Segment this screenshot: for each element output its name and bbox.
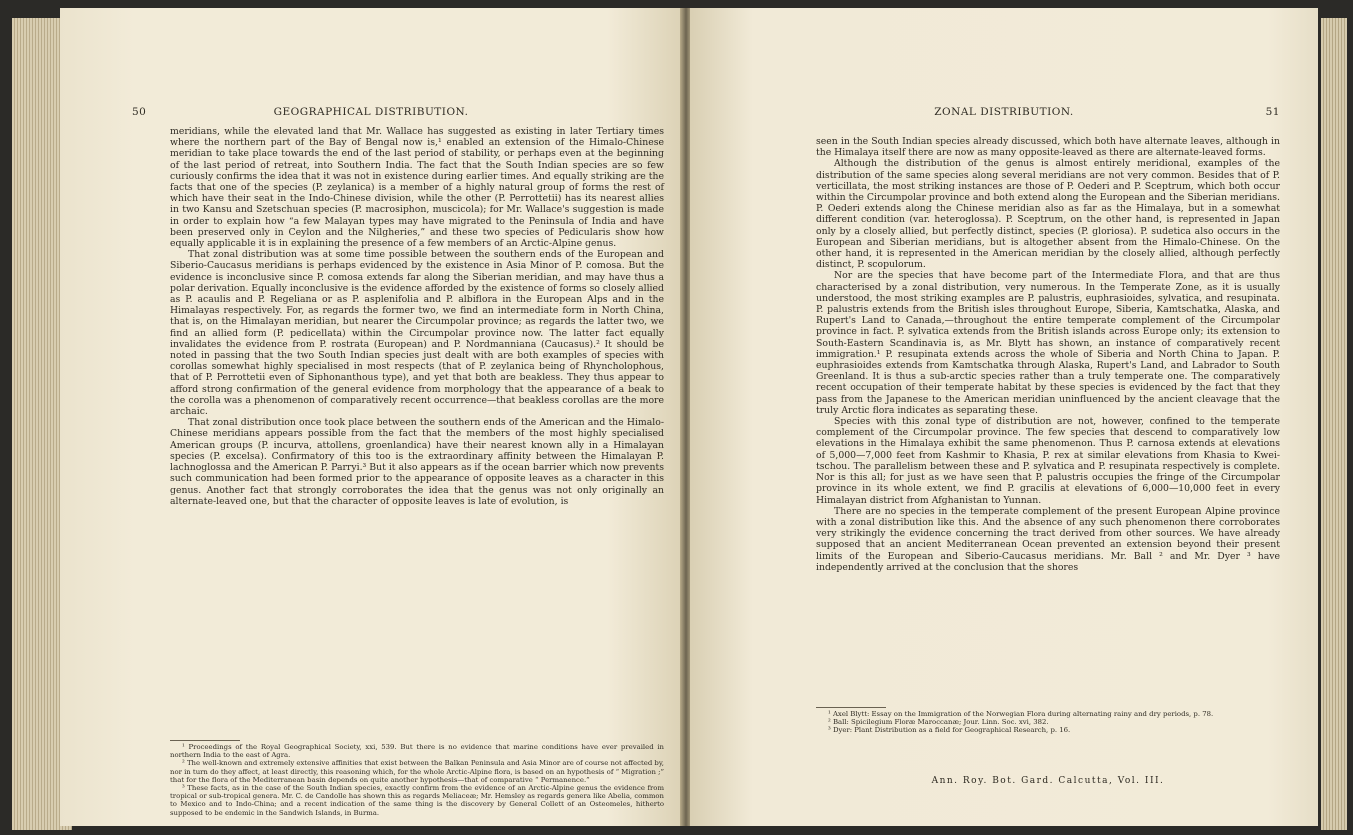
right-page-edges	[1321, 18, 1347, 830]
right-paragraph: Nor are the species that have become part of the Intermediate Flora, and that are thus characterised by a zonal distribution, very numerous. In the Temperate Zone, as it is usually understood, the most striking examples are P. palustris, euphrasioides, sylvatica, and resupinata. P. palustris extends from the British isles throughout Europe, Siberia, Kamtschatka, Alaska, and Rupert's Land to Canada,—throughout the entire temperate complement of the Circumpolar province in fact. P. sylvatica extends from the British islands across Europe only; its extension to South-Eastern Scandinavia is, as Mr. Blytt has shown, an instance of comparatively recent immigration.¹ P. resupinata extends across the whole of Siberia and North China to Japan. P. euphrasioides extends from Kamtschatka through Alaska, Rupert's Land, and Labrador to South Greenland. It is thus a sub-arctic species rather than a truly temperate one. The comparatively recent occupation of their temperate habitat by these species is evidenced by the fact that they pass from the Japanese to the American meridian uninfluenced by the ancient cleavage that the truly Arctic flora indicates as separating these.	[816, 270, 1280, 416]
left-paragraph: meridians, while the elevated land that Mr. Wallace has suggested as existing in later Tertiary times where the northern part of the Bay of Bengal now is,¹ enabled an extension of the Himalo-Chinese meridian to take place towards the end of the last period of stability, or perhaps even at the beginning of the last period of retreat, into Southern India. The fact that the South Indian species are so few curiously confirms the idea that it was not in existence during earlier times. And equally striking are the facts that one of the species (P. zeylanica) is a member of a highly natural group of forms the rest of which have their seat in the Indo-Chinese division, while the other (P. Perrottetii) has its nearest allies in two Kansu and Szetschuan species (P. macrosiphon, muscicola); for Mr. Wallace's suggestion is made in order to explain how “a few Malayan types may have migrated to the Peninsula of India and have been preserved only in Ceylon and the Nilgheries,” and these two species of Pedicularis show how equally applicable it is in explaining the presence of a few members of an Arctic-Alpine genus.	[170, 126, 664, 250]
footnote: ² Ball: Spicilegium Floræ Maroccanæ; Jour. Linn. Soc. xvi, 382.	[828, 718, 1049, 727]
right-footnotes	[816, 710, 1280, 735]
footnote: ¹ Proceedings of the Royal Geographical Society, xxi, 539. But there is no evidence that marine conditions have ever prevailed in northern India to the east of Agra.	[170, 743, 664, 760]
right-paragraph: Although the distribution of the genus is almost entirely meridional, examples of the distribution of the same species along several meridians are not very common. Besides that of P. verticillata, the most striking instances are those of P. Oederi and P. Sceptrum, which both occur within the Circumpolar province and both extend along the European and the Siberian meridians. P. Oederi extends along the Chinese meridian also as far as the Himalaya, but in a somewhat different condition (var. heteroglossa). P. Sceptrum, on the other hand, is represented in Japan only by a closely allied, but perfectly distinct, species (P. gloriosa). P. sudetica also occurs in the European and Siberian meridians, but is altogether absent from the Himalo-Chinese. On the other hand, it is represented in the American meridian by the closely allied, although perfectly distinct, P. scopulorum.	[816, 158, 1280, 271]
footnote: ¹ Axel Blytt: Essay on the Immigration of the Norwegian Flora during alternating rainy and dry periods, p. 78.	[828, 710, 1214, 718]
right-running-head: ZONAL DISTRIBUTION.	[934, 106, 1074, 118]
footnote: ² The well-known and extremely extensive affinities that exist between the Balkan Peninsula and Asia Minor are of course not affected by, nor in turn do they affect, at least directly, this reasoning which, for the whole Arctic-Alpine flora, is based on an hypothesis of “ Migration ;” that for the flora of the Mediterranean basin depends on quite another hypothesis—that of comparative “ Permanence.”	[170, 759, 664, 784]
footnote: ³ Dyer: Plant Distribution as a field for Geographical Research, p. 16.	[828, 726, 1071, 735]
left-footnotes	[170, 743, 664, 817]
left-paragraph: That zonal distribution once took place between the southern ends of the American and the Himalo-Chinese meridians appears possible from the fact that the members of the most highly specialised American groups (P. incurva, attollens, groenlandica) have their nearest known ally in a Himalayan species (P. excelsa). Confirmatory of this too is the extraordinary affinity between the Himalayan P. lachnoglossa and the American P. Parryi.³ But it also appears as if the ocean barrier which now prevents such communication had been formed prior to the appearance of opposite leaves as a character in this genus. Another fact that strongly corroborates the idea that the genus was not only originally an alternate-leaved one, but that the character of opposite leaves is late of evolution, is	[170, 417, 664, 507]
left-running-head: GEOGRAPHICAL DISTRIBUTION.	[273, 106, 469, 118]
left-paragraph: That zonal distribution was at some time possible between the southern ends of the European and Siberio-Caucasus meridians is perhaps evidenced by the existence in Asia Minor of P. comosa. But the evidence is inconclusive since P. comosa extends far along the Siberian meridian, and may have thus a polar derivation. Equally inconclusive is the evidence afforded by the existence of forms so closely allied as P. acaulis and P. Regeliana or as P. asplenifolia and P. albiflora in the European Alps and in the Himalayas respectively. For, as regards the former two, we find an intermediate form in North China, that is, on the Himalayan meridian, but nearer the Circumpolar province; as regards the latter two, we find an allied form (P. pedicellata) within the Circumpolar province now. The latter fact equally invalidates the evidence from P. rostrata (European) and P. Nordmanniana (Caucasus).² It should be noted in passing that the two South Indian species just dealt with are both examples of species with corollas somewhat highly specialised in most respects (that of P. zeylanica being of Rhyncholophous, that of P. Perrottetii even of Siphonanthous type), and yet that both are beakless. They thus appear to afford strong confirmation of the general evidence from morphology that the appearance of a beak to the corolla was a phenomenon of comparatively recent occurrence—that beakless corollas are the more archaic.	[170, 249, 664, 418]
right-body-text	[816, 136, 1280, 573]
left-body-text	[170, 126, 664, 507]
footnote: ³ These facts, as in the case of the South Indian species, exactly confirm from the evidence of an Arctic-Alpine genus the evidence from tropical or sub-tropical genera. Mr. C. de Candolle has shown this as regards Meliaceæ; Mr. Hemsley as regards genera like Abelia, common to Mexico and to Indo-China; and a recent indication of the same thing is the discovery by General Collett of an Osteomeles, hitherto supposed to be endemic in the Sandwich Islands, in Burma.	[170, 784, 664, 817]
left-page	[60, 8, 682, 826]
right-paragraph: Species with this zonal type of distribution are not, however, confined to the temperate complement of the Circumpolar province. The few species that descend to comparatively low elevations in the Himalaya exhibit the same phenomenon. Thus P. carnosa extends at elevations of 5,000—7,000 feet from Kashmir to Khasia, P. rex at similar elevations from Khasia to Kwei-tschou. The parallelism between these and P. sylvatica and P. resupinata respectively is complete. Nor is this all; for just as we have seen that P. palustris occupies the fringe of the Circumpolar province in its whole extent, we find P. gracilis at elevations of 6,000—10,000 feet in every Himalayan district from Afghanistan to Yunnan.	[816, 416, 1280, 506]
left-page-number: 50	[132, 106, 147, 118]
right-footnote-rule	[816, 707, 886, 708]
right-page-number: 51	[1265, 106, 1280, 118]
signature-line: Ann. Roy. Bot. Gard. Calcutta, Vol. III.	[931, 776, 1165, 786]
right-paragraph: seen in the South Indian species already discussed, which both have alternate leaves, although in the Himalaya itself there are now as many opposite-leaved as there are alternate-leaved forms.	[816, 136, 1280, 159]
left-footnote-rule	[170, 740, 240, 741]
right-paragraph: There are no species in the temperate complement of the present European Alpine province with a zonal distribution like this. And the absence of any such phenomenon there corroborates very strikingly the evidence concerning the tract derived from other sources. We have already supposed that an ancient Mediterranean Ocean prevented an extension beyond their present limits of the European and Siberio-Caucasus meridians. Mr. Ball ² and Mr. Dyer ³ have independently arrived at the conclusion that the shores	[816, 505, 1280, 573]
right-page	[690, 8, 1318, 826]
